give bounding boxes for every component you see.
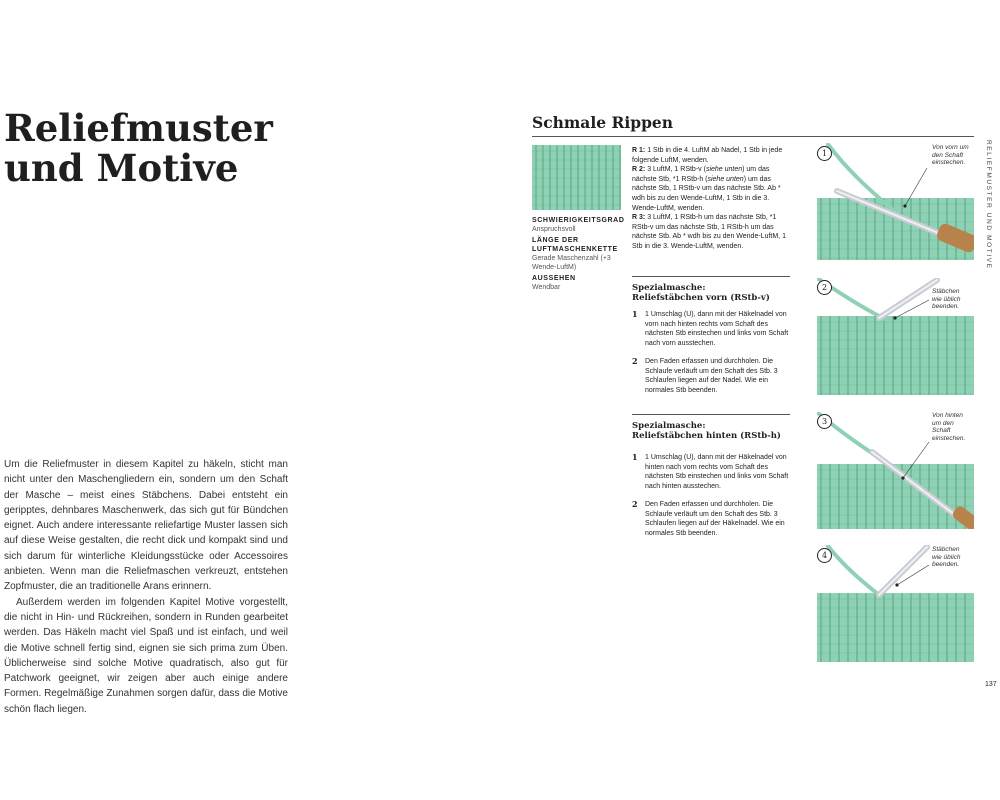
- meta-value: Gerade Maschenzahl (+3 Wende-LuftM): [532, 255, 611, 271]
- meta-difficulty: [532, 216, 625, 234]
- step-number: 2: [632, 356, 638, 366]
- callout-line: beenden.: [932, 303, 960, 311]
- callout-line: Stäbchen: [932, 546, 960, 553]
- page-number: 137: [985, 681, 997, 688]
- callout-line: den Schaft: [932, 151, 964, 159]
- meta-value: Anspruchsvoll: [532, 226, 576, 233]
- step-text: 1 Umschlag (U), dann mit der Häkelnadel von hinten nach vorn rechts vom Schaft des nächsten Stb einstechen und links vom Schaft nach hinten ausstechen.: [645, 454, 789, 490]
- intro-paragraph-2: Außerdem werden im folgenden Kapitel Motive vorgestellt, die nicht in Hin- und Rückreihen, sondern in Runden gearbeitet werden. Das Häkeln macht viel Spaß und ist einfach, und weil die Motive schnell fertig sind, eignen sie sich prima zum Üben. Üblicherweise sind solche Motive quadratisch, also gut für Patchwork geeignet, wir zeigen aber auch einige andere Formen. Regelmäßige Zunahmen sorgen dafür, dass die Motive schön flach liegen.: [4, 596, 288, 715]
- meta-chain-length: [532, 236, 622, 272]
- step-number: 1: [632, 309, 638, 319]
- chapter-title-line-2: und Motive: [4, 146, 239, 190]
- meta-label: SCHWIERIGKEITSGRAD: [532, 217, 625, 224]
- photo-callout-1: [932, 144, 969, 167]
- row-emphasis: siehe unten: [707, 175, 744, 183]
- callout-line: Schaft: [932, 427, 951, 435]
- meta-appearance: [532, 274, 622, 292]
- callout-line: einstechen.: [932, 434, 966, 442]
- row-text: 1 Stb in die 4. LuftM ab Nadel, 1 Stb in jede folgende LuftM, wenden.: [632, 147, 783, 164]
- step-text: 1 Umschlag (U), dann mit der Häkelnadel von vorn nach hinten rechts vom Schaft des nächsten Stb einstechen und links vom Schaft nach vorn ausstechen.: [645, 311, 789, 347]
- special-stitch-label: Spezialmasche:: [632, 421, 706, 431]
- pattern-rows: [632, 146, 792, 252]
- step-text: Den Faden erfassen und durchholen. Die Schlaufe verläuft um den Schaft des Stb. 3 Schlaufen liegen auf der Häkelnadel. Wie ein normales Stb beenden.: [645, 501, 785, 537]
- row-text: ) um das nächste Stb, *1 RStb-h (: [632, 166, 770, 183]
- back-step-2: [632, 500, 792, 538]
- callout-line: Von hinten: [932, 412, 963, 419]
- callout-line: Stäbchen: [932, 288, 960, 295]
- step-badge-2: 2: [817, 280, 832, 295]
- special-stitch-label: Spezialmasche:: [632, 283, 706, 293]
- row-label: R 2:: [632, 166, 646, 174]
- back-step-1: [632, 453, 792, 491]
- row-3: [632, 213, 792, 251]
- special-stitch-name: Reliefstäbchen hinten (RStb-h): [632, 431, 781, 441]
- chapter-side-label: RELIEFMUSTER UND MOTIVE: [985, 140, 992, 270]
- intro-paragraph-1: Um die Reliefmuster in diesem Kapitel zu häkeln, sticht man nicht unter den Maschengliedern ein, sondern um den Schaft der Masche – meist eines Stäbchens. Dabei entsteht ein geripptes, dehnbares Maschenwerk, das sich gut für Bündchen eignet. Auch andere interessante reliefartige Muster lassen sich auf diese Weise gestalten, die recht dick und kompakt sind und sich darum für winterliche Kleidungsstücke oder Accessoires anbieten. Wenn man die Reliefmaschen verkreuzt, entstehen Zopfmuster, die an traditionelle Arans erinnern.: [4, 459, 288, 593]
- title-divider: [532, 136, 974, 137]
- callout-line: einstechen.: [932, 159, 966, 167]
- step-text: Den Faden erfassen und durchholen. Die Schlaufe verläuft um den Schaft des Stb. 3 Schlaufen liegen auf der Nadel. Wie ein normales Stb beenden.: [645, 358, 778, 394]
- meta-value: Wendbar: [532, 284, 561, 291]
- callout-line: wie üblich: [932, 295, 961, 303]
- row-text: ) um das nächste Stb, 1 RStb-v um das nächste Stb. Ab * wdh bis zu den Wende-LuftM, 1 Stb in die 3. Wende-LuftM, wenden.: [632, 175, 781, 212]
- swatch-photo: [532, 145, 621, 210]
- chapter-title-line-1: Reliefmuster: [4, 106, 273, 150]
- meta-label: AUSSEHEN: [532, 275, 576, 282]
- front-step-2: [632, 357, 792, 395]
- callout-line: beenden.: [932, 561, 960, 569]
- section-divider: [632, 276, 790, 277]
- special-stitch-back-title: [632, 421, 802, 441]
- meta-label: LÄNGE DER LUFTMASCHENKETTE: [532, 237, 618, 253]
- step-badge-4: 4: [817, 548, 832, 563]
- front-step-1: [632, 310, 792, 348]
- special-stitch-front-title: [632, 283, 802, 303]
- callout-line: um den: [932, 419, 954, 427]
- step-badge-1: 1: [817, 146, 832, 161]
- special-stitch-name: Reliefstäbchen vorn (RStb-v): [632, 293, 770, 303]
- photo-callout-2: [932, 288, 961, 311]
- chapter-title: [4, 108, 364, 188]
- callout-line: Von vorn um: [932, 144, 969, 151]
- photo-callout-3: [932, 412, 965, 442]
- section-divider: [632, 414, 790, 415]
- step-number: 1: [632, 452, 638, 462]
- row-text: 3 LuftM, 1 RStb-h um das nächste Stb, *1 RStb-v um das nächste Stb, 1 RStb-h um das nächste Stb. Ab * wdh bis zu den Wende-LuftM, 1 Stb in die 3. Wende-LuftM, wenden.: [632, 214, 786, 250]
- row-1: [632, 146, 792, 165]
- row-label: R 3:: [632, 214, 646, 222]
- photo-callout-4: [932, 546, 961, 569]
- step-number: 2: [632, 499, 638, 509]
- pattern-meta: [532, 216, 625, 292]
- row-text: 3 LuftM, 1 RStb-v (: [647, 166, 706, 174]
- step-badge-3: 3: [817, 414, 832, 429]
- row-2: [632, 165, 792, 213]
- intro-text: [4, 457, 288, 717]
- row-emphasis: siehe unten: [705, 166, 743, 174]
- row-label: R 1:: [632, 147, 646, 154]
- swatch-texture: [532, 145, 621, 210]
- callout-line: wie üblich: [932, 553, 961, 561]
- pattern-title: Schmale Rippen: [532, 113, 674, 132]
